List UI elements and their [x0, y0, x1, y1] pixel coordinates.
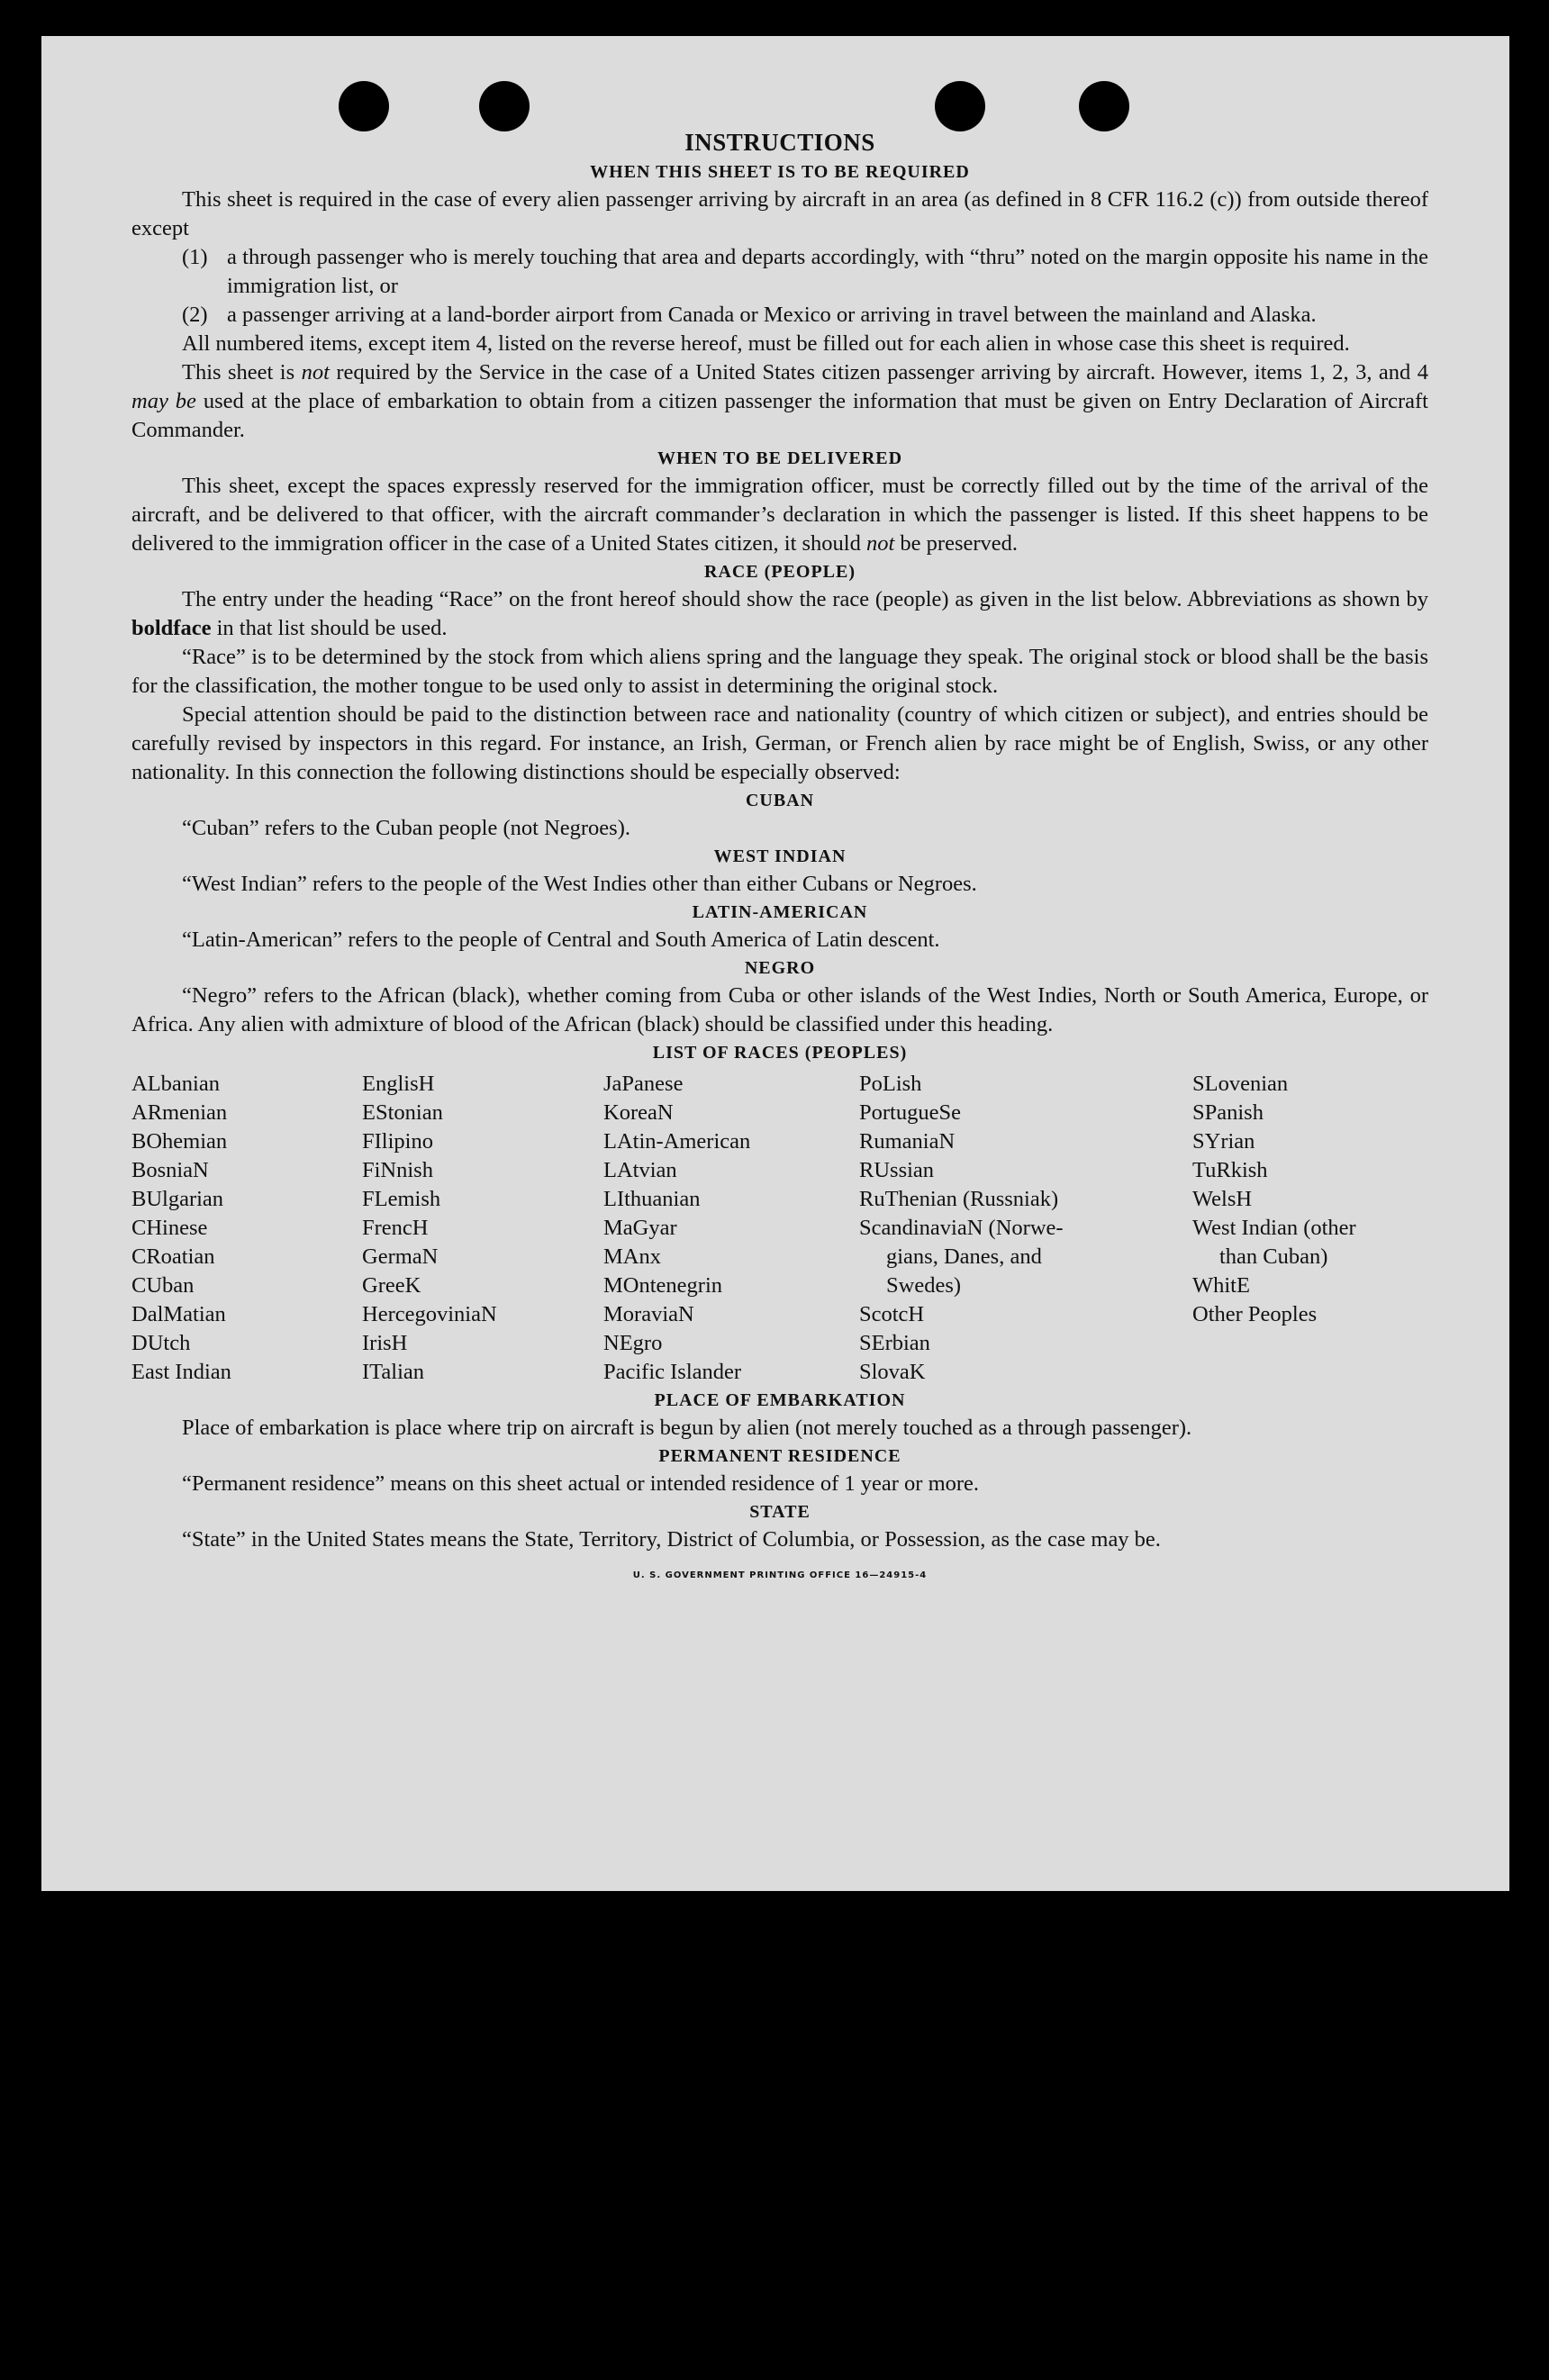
races-column — [362, 1070, 603, 1387]
emphasis: not — [865, 531, 895, 556]
race-entry: MoraviaN — [603, 1302, 694, 1326]
section-heading-residence: PERMANENT RESIDENCE — [658, 1446, 901, 1466]
race-entry: CHinese — [131, 1216, 208, 1240]
paragraph: “Latin-American” refers to the people of Central and South America of Latin descent. — [182, 928, 940, 952]
section-heading-latin-american: LATIN-AMERICAN — [692, 902, 868, 922]
section-heading-cuban: CUBAN — [745, 791, 815, 810]
race-entry: JaPanese — [603, 1072, 684, 1096]
paragraph: “Race” is to be determined by the stock from which aliens spring and the language they speak. The original stock or blood shall be the basis for the classification, the mother tongue to be used only to assist in determining the original stock. — [131, 645, 1428, 698]
race-entry: DalMatian — [131, 1302, 226, 1326]
punch-hole — [1079, 81, 1129, 131]
race-entry: ALbanian — [131, 1072, 220, 1096]
race-entry: LAtvian — [603, 1158, 677, 1182]
section-heading-embarkation: PLACE OF EMBARKATION — [654, 1390, 906, 1410]
race-entry: LIthuanian — [603, 1187, 701, 1211]
race-entry: ScotcH — [859, 1302, 925, 1326]
printer-imprint: U. S. GOVERNMENT PRINTING OFFICE 16—24915-4 — [632, 1570, 928, 1580]
page-title: INSTRUCTIONS — [684, 129, 875, 156]
race-entry: EnglisH — [362, 1072, 435, 1096]
text-run: The entry under the heading “Race” on the front hereof should show the race (people) as given in the list below. Abbreviations as shown by — [182, 587, 1428, 611]
paragraph — [131, 472, 1428, 558]
race-entry: East Indian — [131, 1360, 231, 1384]
section-heading-negro: NEGRO — [744, 958, 816, 978]
race-entry: WelsH — [1192, 1187, 1253, 1211]
section-heading-west-indian: WEST INDIAN — [713, 846, 847, 866]
text-run: This sheet, except the spaces expressly reserved for the immigration officer, must be correctly filled out by the time of the arrival of the aircraft, and be delivered to that officer, with the aircraft commander’s declaration in which the passenger is listed. If this sheet happens to be delivered to the immigration officer in the case of a United States citizen, it should — [131, 474, 1428, 556]
text-run: required by the Service in the case of a United States citizen passenger arriving by aircraft. However, items 1, 2, 3, and 4 — [329, 360, 1428, 385]
races-column — [131, 1070, 362, 1387]
race-entry: PoLish — [859, 1072, 922, 1096]
race-entry: BOhemian — [131, 1129, 228, 1154]
emphasis: may be — [131, 389, 196, 413]
race-entry: CUban — [131, 1273, 195, 1298]
list-item — [131, 243, 1428, 301]
section-heading-race: RACE (PEOPLE) — [704, 562, 856, 582]
race-entry: EStonian — [362, 1100, 443, 1125]
race-entry: MAnx — [603, 1244, 661, 1269]
list-item — [131, 301, 1428, 330]
race-entry: gians, Danes, and — [886, 1244, 1042, 1269]
race-entry: Other Peoples — [1192, 1302, 1318, 1326]
races-table — [131, 1070, 1428, 1387]
bold-text: boldface — [131, 616, 212, 640]
race-entry: RumaniaN — [859, 1129, 956, 1154]
paragraph — [131, 585, 1428, 643]
race-entry: PortugueSe — [859, 1100, 961, 1125]
races-column — [603, 1070, 859, 1387]
section-heading-when-required: WHEN THIS SHEET IS TO BE REQUIRED — [590, 162, 970, 182]
race-entry: SErbian — [859, 1331, 930, 1355]
race-entry: WhitE — [1192, 1273, 1250, 1298]
item-text: a through passenger who is merely touching that area and departs accordingly, with “thru” noted on the margin opposite his name in the immigration list, or — [227, 245, 1428, 298]
paragraph: “Cuban” refers to the Cuban people (not Negroes). — [182, 816, 630, 840]
punch-hole — [935, 81, 985, 131]
text-run: This sheet is — [182, 360, 302, 385]
race-entry: FLemish — [362, 1187, 441, 1211]
paragraph: “West Indian” refers to the people of the West Indies other than either Cubans or Negroes. — [182, 872, 977, 896]
punch-hole — [479, 81, 530, 131]
race-entry: BosniaN — [131, 1158, 209, 1182]
race-entry: SPanish — [1192, 1100, 1264, 1125]
race-entry: FiNnish — [362, 1158, 433, 1182]
races-column — [859, 1070, 1192, 1387]
punch-hole — [339, 81, 389, 131]
race-entry: GermaN — [362, 1244, 439, 1269]
race-entry: DUtch — [131, 1331, 191, 1355]
race-entry: FrencH — [362, 1216, 429, 1240]
race-entry: KoreaN — [603, 1100, 674, 1125]
paragraph: “State” in the United States means the State, Territory, District of Columbia, or Possession, as the case may be. — [182, 1527, 1161, 1552]
instructions-content — [131, 126, 1428, 1590]
paragraph: “Permanent residence” means on this sheet actual or intended residence of 1 year or more. — [182, 1471, 980, 1496]
race-entry: SYrian — [1192, 1129, 1255, 1154]
race-entry: HercegoviniaN — [362, 1302, 497, 1326]
race-entry: Pacific Islander — [603, 1360, 742, 1384]
race-entry: RUssian — [859, 1158, 935, 1182]
text-run: used at the place of embarkation to obtain from a citizen passenger the information that must be given on Entry Declaration of Aircraft Commander. — [131, 389, 1428, 442]
race-entry: ITalian — [362, 1360, 425, 1384]
race-entry: MaGyar — [603, 1216, 677, 1240]
document-sheet — [41, 36, 1509, 1891]
race-entry: NEgro — [603, 1331, 663, 1355]
race-entry: than Cuban) — [1219, 1244, 1328, 1269]
race-entry: IrisH — [362, 1331, 408, 1355]
race-entry: Swedes) — [886, 1273, 962, 1298]
section-heading-state: STATE — [749, 1502, 811, 1522]
item-number: (1) — [182, 245, 208, 269]
race-entry: West Indian (other — [1192, 1216, 1356, 1240]
item-number: (2) — [182, 303, 208, 327]
paragraph: All numbered items, except item 4, listed on the reverse hereof, must be filled out for each alien in whose case this sheet is required. — [182, 331, 1350, 356]
race-entry: ScandinaviaN (Norwe- — [859, 1216, 1064, 1240]
emphasis: not — [301, 360, 330, 385]
race-entry: SlovaK — [859, 1360, 926, 1384]
race-entry: TuRkish — [1192, 1158, 1268, 1182]
section-heading-races-list: LIST OF RACES (PEOPLES) — [652, 1043, 908, 1063]
paragraph: “Negro” refers to the African (black), whether coming from Cuba or other islands of the West Indies, North or South America, Europe, or Africa. Any alien with admixture of blood of the African (black) should be classified under this heading. — [131, 983, 1428, 1036]
section-heading-when-delivered: WHEN TO BE DELIVERED — [657, 448, 903, 468]
paragraph — [131, 358, 1428, 445]
paragraph: This sheet is required in the case of every alien passenger arriving by aircraft in an area (as defined in 8 CFR 116.2 (c)) from outside thereof except — [131, 187, 1428, 240]
paragraph: Special attention should be paid to the distinction between race and nationality (country of which citizen or subject), and entries should be carefully revised by inspectors in this regard. For instance, an Irish, German, or French alien by race might be of English, Swiss, or any other nationality. In this connection the following distinctions should be especially observed: — [131, 702, 1428, 784]
race-entry: BUlgarian — [131, 1187, 224, 1211]
races-column — [1192, 1070, 1428, 1387]
race-entry: SLovenian — [1192, 1072, 1289, 1096]
race-entry: FIlipino — [362, 1129, 433, 1154]
item-text: a passenger arriving at a land-border airport from Canada or Mexico or arriving in travel between the mainland and Alaska. — [227, 303, 1317, 327]
race-entry: GreeK — [362, 1273, 421, 1298]
paragraph: Place of embarkation is place where trip on aircraft is begun by alien (not merely touched as a through passenger). — [182, 1416, 1192, 1440]
race-entry: CRoatian — [131, 1244, 215, 1269]
text-run: in that list should be used. — [211, 616, 448, 640]
race-entry: MOntenegrin — [603, 1273, 722, 1298]
race-entry: RuThenian (Russniak) — [859, 1187, 1059, 1211]
text-run: be preserved. — [894, 531, 1019, 556]
race-entry: LAtin-American — [603, 1129, 751, 1154]
race-entry: ARmenian — [131, 1100, 228, 1125]
